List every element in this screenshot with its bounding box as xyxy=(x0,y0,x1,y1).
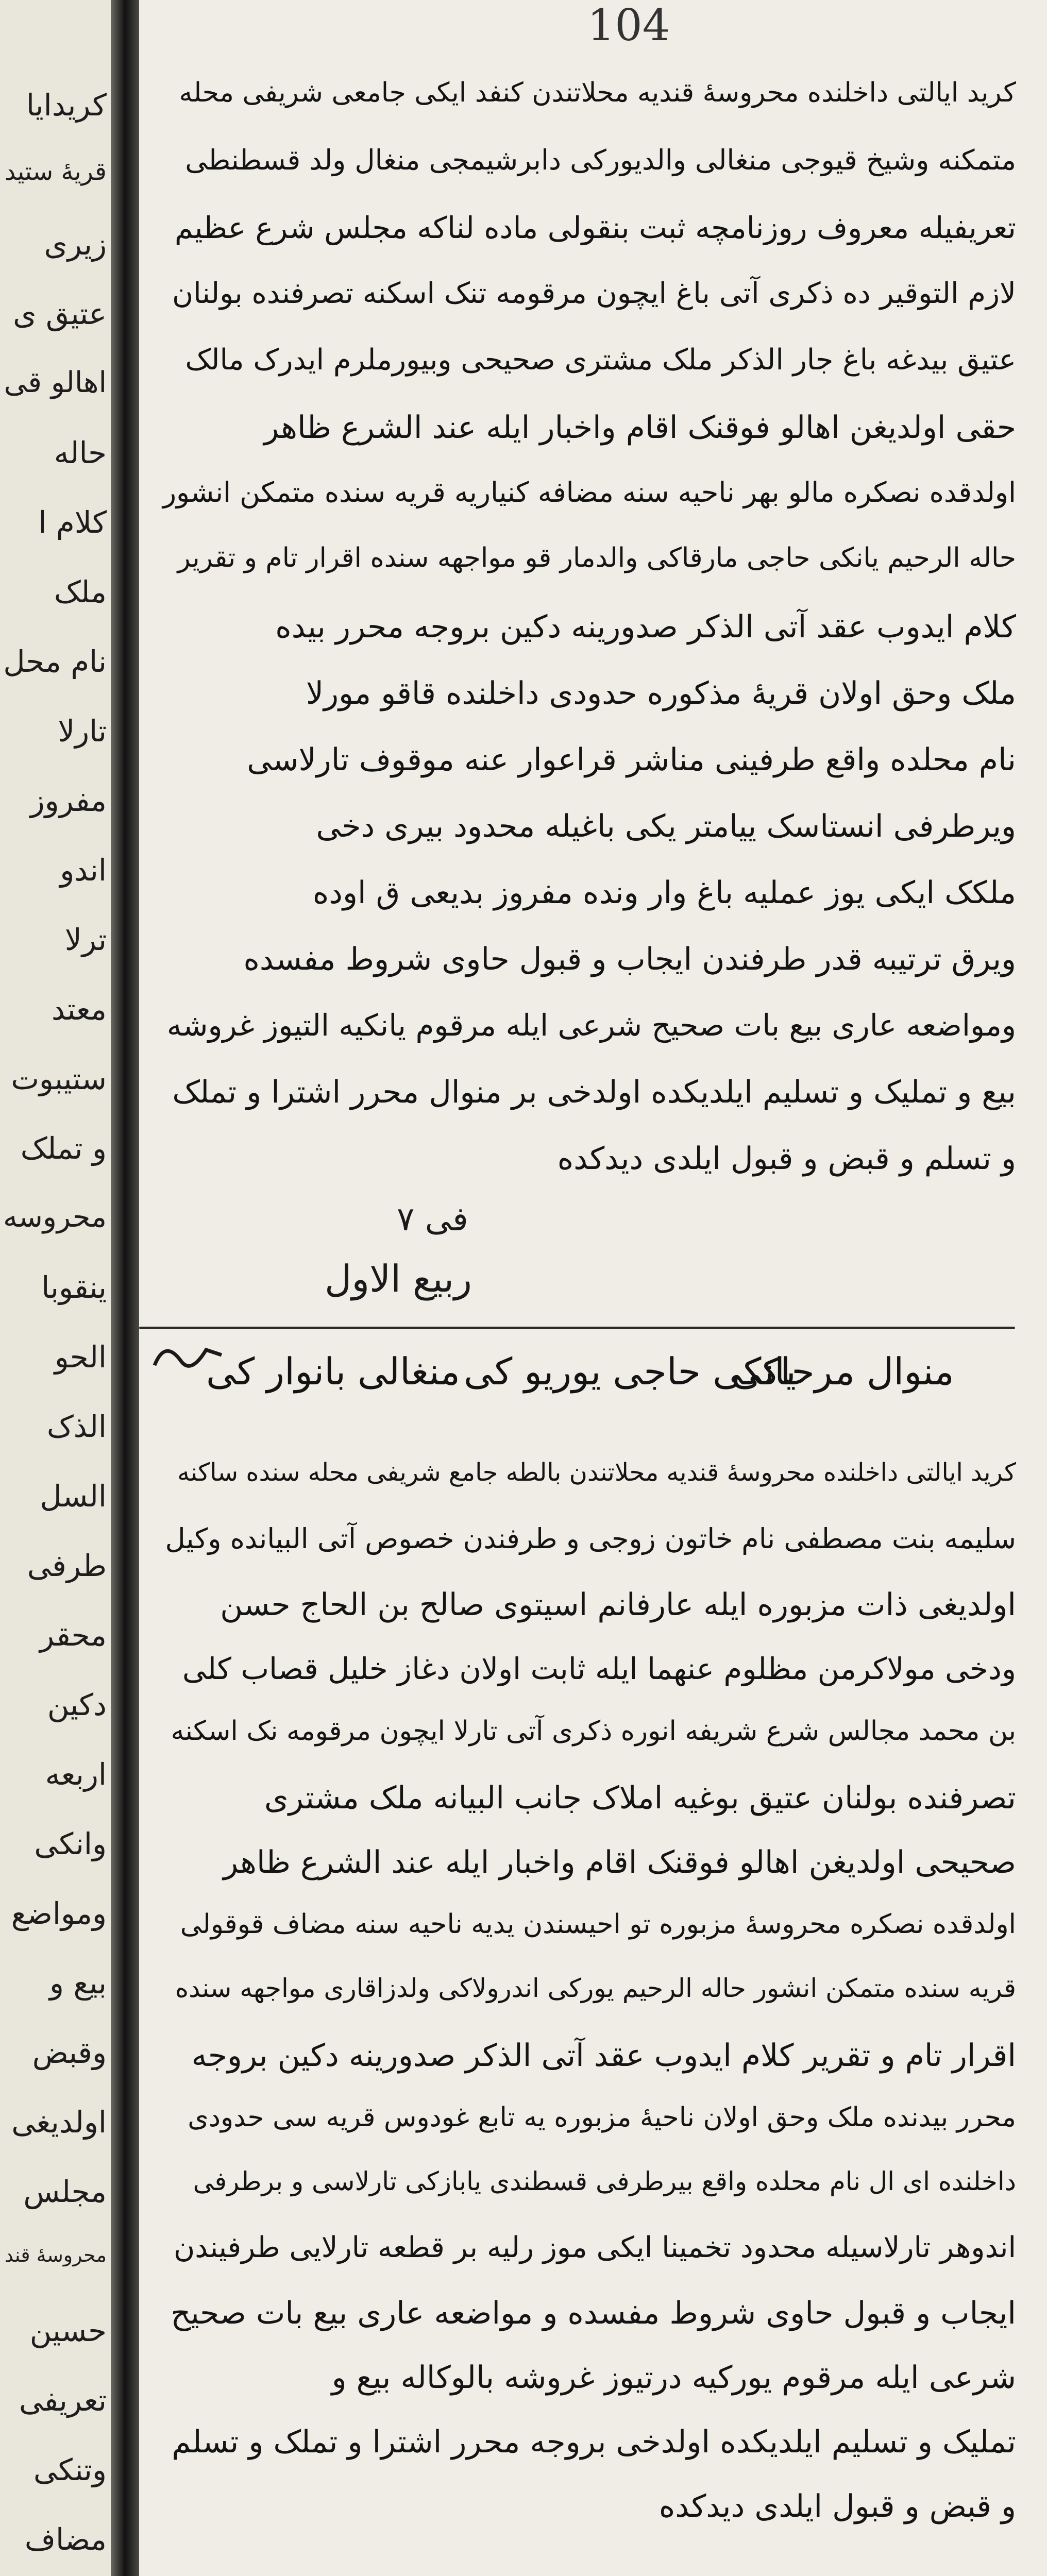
entry-2-heading-middle: یانکی حاجی یوریو کی xyxy=(464,1350,796,1393)
facing-page-fragment: اربعه xyxy=(45,1757,107,1792)
entry-1-line: عتیق بیدغه باغ جار الذکر ملک مشتری صحیحی وبیورملرم ایدرک مالک xyxy=(185,343,1016,377)
entry-1-line: اولدقده نصکره مالو بهر ناحیه سنه مضافه کنیاریه قریه سنده متمکن انشور xyxy=(162,476,1016,509)
facing-page-fragment: وقبض xyxy=(32,2035,107,2070)
entry-2-line: بن محمد مجالس شرع شریفه انوره ذکری آتی تارلا ایچون مرقومه نک اسکنه xyxy=(171,1716,1016,1747)
register-page xyxy=(139,0,1047,2576)
entry-2-line: ودخی مولاکرمن مظلوم عنهما ایله ثابت اولان دغاز خلیل قصاب کلی xyxy=(182,1651,1016,1686)
facing-page-fragment: ملک xyxy=(54,574,107,609)
entry-2-line: داخلنده ای ال نام محلده واقع بیرطرفی قسطندی یابازکی تارلاسی و برطرفی xyxy=(193,2166,1016,2196)
entry-2-line: اقرار تام و تقریر کلام ایدوب عقد آتی الذکر صدورینه دکین بروجه xyxy=(191,2038,1016,2074)
facing-page-fragment: ومواضع xyxy=(11,1896,107,1931)
facing-page-fragment: کلام ا xyxy=(38,505,107,540)
entry-2-line: و قبض و قبول ایلدی دیدکده xyxy=(658,2488,1016,2524)
facing-page-fragment: حاله xyxy=(54,435,107,470)
entry-2-line: محرر بیدنده ملک وحق اولان ناحیۀ مزبوره یه تابع غودوس قریه سی حدودی xyxy=(188,2102,1016,2133)
entry-2-line: اندوهر تارلاسیله محدود تخمینا ایکی موز رلیه بر قطعه تارلایی طرفیندن xyxy=(174,2231,1016,2264)
entry-2-line: تملیک و تسلیم ایلدیکده اولدخی بروجه محرر اشترا و تملک و تسلم xyxy=(172,2424,1016,2460)
facing-page-edge xyxy=(0,0,111,2576)
facing-page-fragment: دکین xyxy=(47,1687,107,1722)
facing-page-fragment: تعریفی xyxy=(19,2383,107,2418)
entry-1-line: کلام ایدوب عقد آتی الذکر صدورینه دکین بروجه محرر بیده xyxy=(275,609,1016,645)
facing-page-fragment: وانکی xyxy=(34,1826,107,1861)
entry-1-line: لازم التوقیر ده ذکری آتی باغ ایچون مرقومه تنک اسکنه تصرفنده بولنان xyxy=(172,277,1016,310)
entry-divider-1 xyxy=(139,1327,1015,1329)
facing-page-fragment: ستیبوت xyxy=(11,1061,107,1096)
facing-page-fragment: معتد xyxy=(52,992,107,1027)
entry-2-heading-left: منغالی بانوار کی xyxy=(206,1350,460,1393)
facing-page-fragment: مفروز xyxy=(30,783,107,818)
entry-2-line: ایجاب و قبول حاوی شروط مفسده و مواضعه عاری بیع بات صحیح xyxy=(171,2295,1016,2331)
facing-page-fragment: وتنکی xyxy=(33,2452,107,2487)
entry-1-line: و تسلم و قبض و قبول ایلدی دیدکده xyxy=(557,1141,1016,1177)
entry-1-line: ویرطرفی انستاسک ییامتر یکی باغیله محدود بیری دخی xyxy=(316,808,1016,844)
entry-1-line: حقی اولدیغن اهالو فوقنک اقام واخبار ایله عند الشرع ظاهر xyxy=(264,410,1016,446)
facing-page-fragment: محروسۀ قند xyxy=(4,2244,107,2266)
entry-2-line: قریه سنده متمکن انشور حاله الرحیم یورکی اندرولاکی ولدزاقاری مواجهه سنده xyxy=(175,1973,1016,2003)
facing-page-fragment: و تملک xyxy=(20,1131,107,1166)
entry-1-line: حاله الرحیم یانکی حاجی مارقاکی والدمار قو مواجهه سنده اقرار تام و تقریر xyxy=(177,543,1016,573)
facing-page-fragment: ترلا xyxy=(64,922,107,957)
entry-1-line: ویرق ترتیبه قدر طرفندن ایجاب و قبول حاوی شروط مفسده xyxy=(243,941,1016,977)
facing-page-fragment: مضاف xyxy=(24,2522,107,2557)
facing-page-fragment: حسین xyxy=(29,2313,107,2348)
facing-page-fragment: نام محل xyxy=(3,644,107,679)
folio-number: 104 xyxy=(587,0,670,50)
entry-1-date-day: ۷ xyxy=(397,1200,415,1239)
facing-page-fragment: محقر xyxy=(40,1618,107,1653)
entry-2-line: اولدیغی ذات مزبوره ایله عارفانم اسیتوی صالح بن الحاج حسن xyxy=(220,1587,1016,1623)
entry-1-line: کرید ایالتی داخلنده محروسۀ قندیه محلاتندن کنفد ایکی جامعی شریفی محله xyxy=(179,77,1016,108)
entry-1-line: ملکک ایکی یوز عملیه باغ وار ونده مفروز بدیعی ق اوده xyxy=(312,875,1016,911)
entry-2-line: کرید ایالتی داخلنده محروسۀ قندیه محلاتندن بالطه جامع شریفی محله سنده ساکنه xyxy=(177,1458,1016,1487)
facing-page-fragment: طرفی xyxy=(27,1548,107,1583)
facing-page-fragment: تارلا xyxy=(58,714,107,749)
facing-page-fragment: مجلس xyxy=(23,2174,107,2209)
facing-page-fragment: السل xyxy=(40,1479,107,1514)
entry-1-line: بیع و تملیک و تسلیم ایلدیکده اولدخی بر منوال محرر اشترا و تملک xyxy=(172,1074,1016,1110)
entry-1-date-month: ربیع الاول xyxy=(325,1257,472,1300)
entry-1-line: متمکنه وشیخ قیوجی منغالی والدیورکی دابرشیمجی منغال ولد قسطنطی xyxy=(185,144,1016,176)
facing-page-fragment: بیع و xyxy=(49,1965,107,2001)
facing-page-fragment: کریدایا xyxy=(26,88,107,123)
entry-1-line: نام محلده واقع طرفینی مناشر قراعوار عنه موقوف تارلاسی xyxy=(247,742,1016,778)
entry-2-line: شرعی ایله مرقوم یورکیه درتیوز غروشه بالوکاله بیع و xyxy=(331,2360,1016,2396)
facing-page-fragment: اندو xyxy=(60,853,107,888)
entry-1-date-prefix: فی xyxy=(425,1200,468,1239)
book-gutter xyxy=(111,0,139,2576)
facing-page-fragment: زیری xyxy=(44,227,107,262)
entry-2-line: صحیحی اولدیغن اهالو فوقنک اقام واخبار ایله عند الشرع ظاهر xyxy=(223,1844,1016,1880)
entry-2-line: تصرفنده بولنان عتیق بوغیه املاک جانب البیانه ملک مشتری xyxy=(264,1780,1016,1816)
entry-1-line: ملک وحق اولان قریۀ مذکوره حدودی داخلنده قاقو مورلا xyxy=(306,675,1016,711)
entry-2-line: سلیمه بنت مصطفی نام خاتون زوجی و طرفندن خصوص آتی البیانده وکیل xyxy=(165,1522,1016,1555)
facing-page-fragment: الذک xyxy=(46,1409,107,1444)
facing-page-fragment: محروسه xyxy=(3,1200,107,1234)
entry-1-line: تعریفیله معروف روزنامچه ثبت بنقولی ماده لناکه مجلس شرع عظیم xyxy=(174,210,1016,245)
entry-1-date xyxy=(397,1200,468,1239)
facing-page-fragment: الحو xyxy=(54,1340,107,1375)
facing-page-fragment: ینقوبا xyxy=(41,1270,107,1305)
facing-page-fragment: اهالو قی xyxy=(4,366,107,399)
entry-2-heading-right: منوال مرحاکی xyxy=(732,1350,954,1393)
facing-page-fragment: اولدیغی xyxy=(11,2105,107,2140)
facing-page-fragment: قریۀ ستید xyxy=(4,157,107,186)
entry-1-line: ومواضعه عاری بیع بات صحیح شرعی ایله مرقوم یانکیه التیوز غروشه xyxy=(166,1008,1016,1043)
facing-page-fragment: عتیق ی xyxy=(13,296,107,331)
entry-2-line: اولدقده نصکره محروسۀ مزبوره تو احیسندن یدیه ناحیه سنه مضاف قوقولی xyxy=(180,1909,1016,1940)
